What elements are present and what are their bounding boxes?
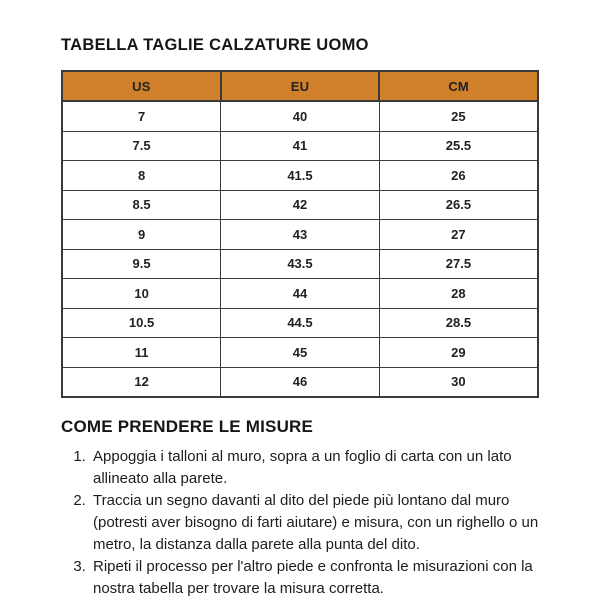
column-header-eu: EU [221, 71, 380, 101]
table-cell: 30 [379, 367, 538, 397]
table-cell: 8 [62, 161, 221, 191]
table-cell: 28 [379, 279, 538, 309]
table-cell: 12 [62, 367, 221, 397]
table-cell: 7 [62, 101, 221, 131]
table-cell: 27.5 [379, 249, 538, 279]
table-cell: 43 [221, 220, 380, 250]
table-row [62, 367, 538, 397]
table-row [62, 131, 538, 161]
table-cell: 41.5 [221, 161, 380, 191]
column-header-us: US [62, 71, 221, 101]
table-header-row [62, 71, 538, 101]
table-cell: 40 [221, 101, 380, 131]
table-cell: 44 [221, 279, 380, 309]
table-cell: 27 [379, 220, 538, 250]
table-row [62, 279, 538, 309]
table-cell: 8.5 [62, 190, 221, 220]
size-table-head [62, 71, 538, 101]
instruction-item: 3. Ripeti il processo per l'altro piede e confronta le misurazioni con la nostra tabella per trovare la misura corretta. [90, 556, 539, 600]
table-row [62, 190, 538, 220]
table-cell: 9.5 [62, 249, 221, 279]
table-cell: 44.5 [221, 308, 380, 338]
table-row [62, 338, 538, 368]
table-row [62, 220, 538, 250]
table-row [62, 308, 538, 338]
table-cell: 9 [62, 220, 221, 250]
table-cell: 28.5 [379, 308, 538, 338]
table-cell: 10 [62, 279, 221, 309]
column-header-cm: CM [379, 71, 538, 101]
table-cell: 25 [379, 101, 538, 131]
instruction-item: 1. Appoggia i talloni al muro, sopra a un foglio di carta con un lato allineato alla parete. [90, 446, 539, 490]
table-cell: 25.5 [379, 131, 538, 161]
table-row [62, 161, 538, 191]
table-cell: 10.5 [62, 308, 221, 338]
table-cell: 29 [379, 338, 538, 368]
table-cell: 7.5 [62, 131, 221, 161]
table-cell: 45 [221, 338, 380, 368]
instruction-item: 2. Traccia un segno davanti al dito del piede più lontano dal muro (potresti aver bisogno di farti aiutare) e misura, con un righello o un metro, la distanza dalla parete alla punta del dito. [90, 490, 539, 556]
page-title: TABELLA TAGLIE CALZATURE UOMO [61, 36, 369, 54]
table-row [62, 101, 538, 131]
size-table [61, 70, 539, 398]
table-cell: 43.5 [221, 249, 380, 279]
table-cell: 26.5 [379, 190, 538, 220]
table-cell: 41 [221, 131, 380, 161]
table-cell: 11 [62, 338, 221, 368]
size-table-body [62, 101, 538, 397]
instructions-list [61, 446, 539, 600]
table-row [62, 249, 538, 279]
table-cell: 42 [221, 190, 380, 220]
instructions-heading: COME PRENDERE LE MISURE [61, 417, 314, 436]
table-cell: 26 [379, 161, 538, 191]
table-cell: 46 [221, 367, 380, 397]
